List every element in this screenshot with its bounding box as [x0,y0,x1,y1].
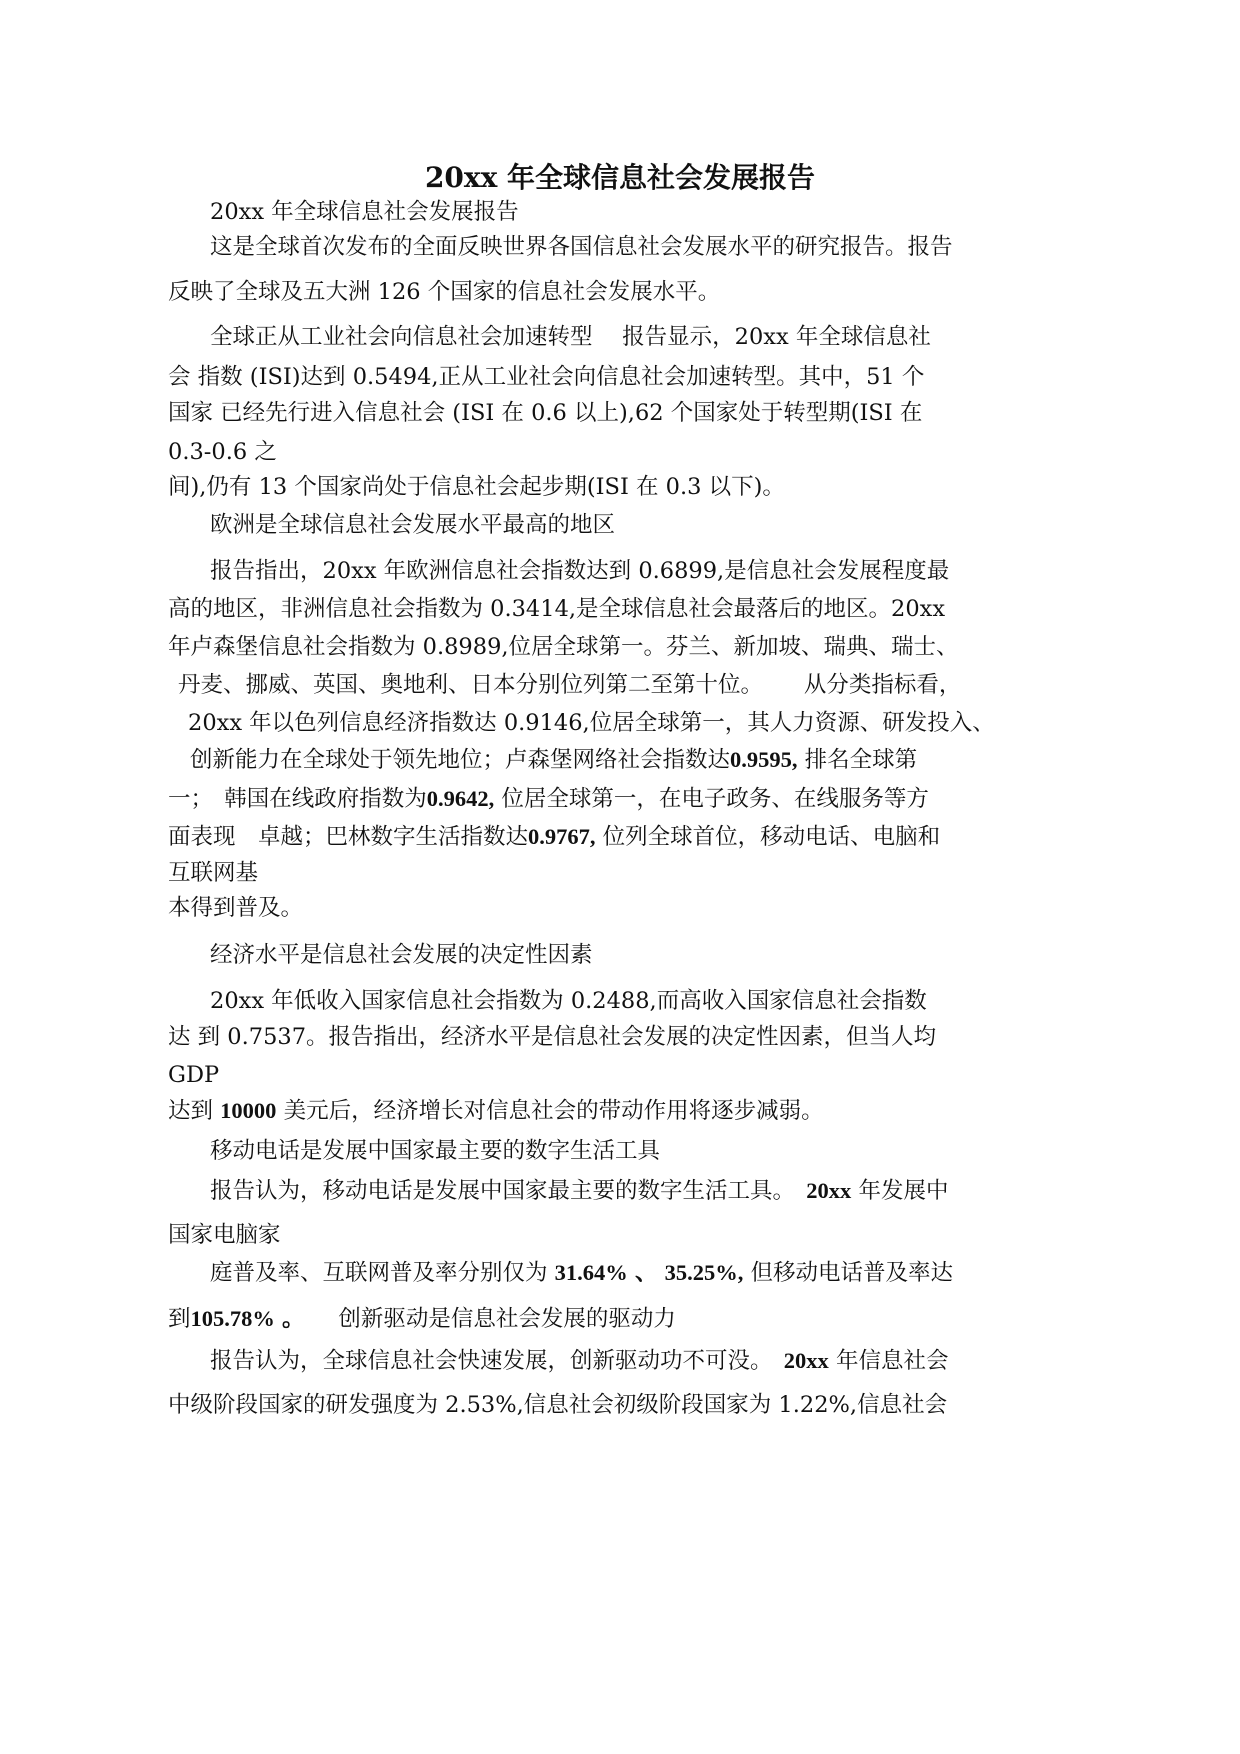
paragraph-line: 20xx 年低收入国家信息社会指数为 0.2488,而高收入国家信息社会指数 [210,988,927,1014]
paragraph-line: 互联网基 [168,860,259,886]
paragraph-line: GDP [168,1062,220,1088]
paragraph-line: 达 到 0.7537。报告指出，经济水平是信息社会发展的决定性因素，但当人均 [168,1024,937,1050]
paragraph-line: 面表现 卓越；巴林数字生活指数达0.9767, 位列全球首位，移动电话、电脑和 [168,824,941,850]
section-heading: 移动电话是发展中国家最主要的数字生活工具 [210,1138,661,1164]
paragraph-line: 高的地区，非洲信息社会指数为 0.3414,是全球信息社会最落后的地区。20xx [168,596,946,622]
paragraph-line: 本得到普及。 [168,895,304,921]
paragraph-line: 反映了全球及五大洲 126 个国家的信息社会发展水平。 [168,279,721,305]
paragraph-line: 报告指出，20xx 年欧洲信息社会指数达到 0.6899,是信息社会发展程度最 [210,558,950,584]
paragraph-line: 达到 10000 美元后，经济增长对信息社会的带动作用将逐步减弱。 [168,1098,824,1124]
paragraph-line: 0.3-0.6 之 [168,439,277,465]
section-heading: 全球正从工业社会向信息社会加速转型 报告显示，20xx 年全球信息社 [210,324,931,350]
paragraph-line: 中级阶段国家的研发强度为 2.53%,信息社会初级阶段国家为 1.22%,信息社会 [168,1392,948,1418]
paragraph-line: 会 指数 (ISI)达到 0.5494,正从工业社会向信息社会加速转型。其中，51 个 [168,364,925,390]
paragraph-line: 报告认为，移动电话是发展中国家最主要的数字生活工具。 20xx 年发展中 [210,1178,949,1204]
paragraph-line: 一； 韩国在线政府指数为0.9642, 位居全球第一，在电子政务、在线服务等方 [168,786,929,812]
paragraph-line: 间),仍有 13 个国家尚处于信息社会起步期(ISI 在 0.3 以下)。 [168,474,785,500]
paragraph-line: 年卢森堡信息社会指数为 0.8989,位居全球第一。芬兰、新加坡、瑞典、瑞士、 [168,634,959,660]
paragraph-line: 到105.78% 。 创新驱动是信息社会发展的驱动力 [168,1306,676,1332]
section-heading: 创新驱动是信息社会发展的驱动力 [338,1306,676,1332]
paragraph-line: 庭普及率、互联网普及率分别仅为 31.64% 、 35.25%, 但移动电话普及率达 [210,1260,954,1286]
section-heading: 欧洲是全球信息社会发展水平最高的地区 [210,512,616,538]
paragraph-line: 报告认为，全球信息社会快速发展，创新驱动功不可没。 20xx 年信息社会 [210,1348,949,1374]
paragraph-line: 国家 已经先行进入信息社会 (ISI 在 0.6 以上),62 个国家处于转型期(ISI 在 [168,400,923,426]
paragraph-line: 创新能力在全球处于领先地位；卢森堡网络社会指数达0.9595, 排名全球第 [190,747,918,773]
paragraph-line: 丹麦、挪威、英国、奥地利、日本分别位列第二至第十位。 从分类指标看， [178,672,962,698]
document-title: 20xx 年全球信息社会发展报告 [424,161,816,194]
paragraph-line: 20xx 年以色列信息经济指数达 0.9146,位居全球第一，其人力资源、研发投入、 [188,710,995,736]
section-heading: 经济水平是信息社会发展的决定性因素 [210,942,593,968]
paragraph-line: 这是全球首次发布的全面反映世界各国信息社会发展水平的研究报告。报告 [210,234,953,260]
paragraph-line: 国家电脑家 [168,1222,281,1248]
paragraph-line: 20xx 年全球信息社会发展报告 [210,199,519,225]
